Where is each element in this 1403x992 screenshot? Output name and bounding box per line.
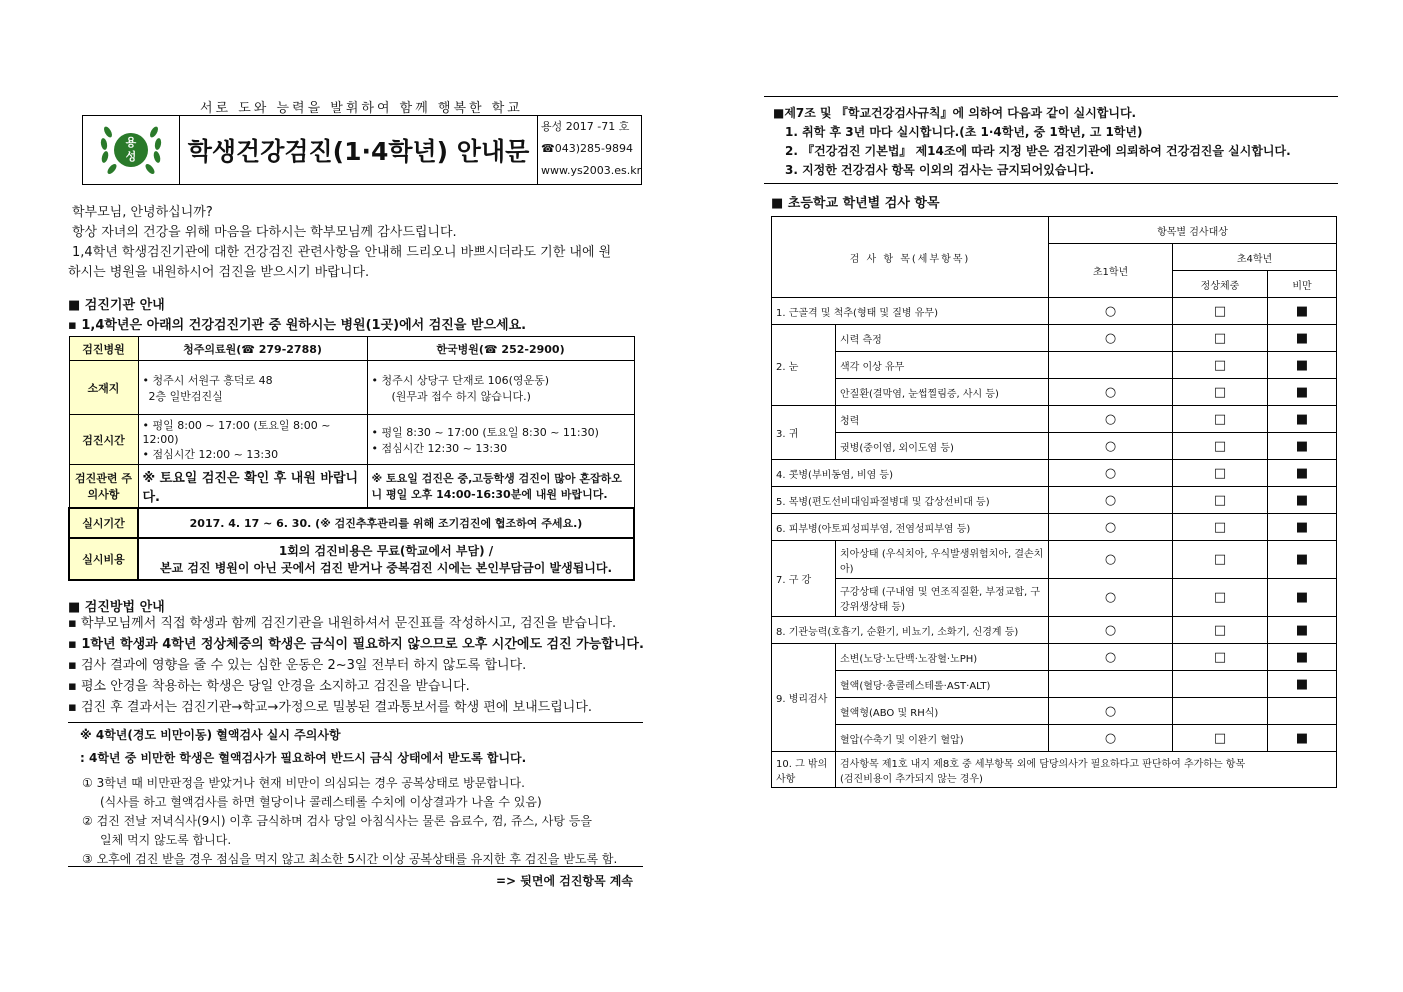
institution-bullet: ▪ 1,4학년은 아래의 건강검진기관 중 원하시는 병원(1곳)에서 검진을 받으세요. [68, 318, 527, 333]
intro-line: 항상 자녀의 건강을 위해 마음을 다하시는 학부모님께 감사드립니다. [72, 225, 457, 240]
law-line: 3. 지정한 건강검사 항목 이외의 검사는 금지되어있습니다. [785, 163, 1095, 177]
item-sub: 안질환(결막염, 눈썹찔림증, 사시 등) [836, 379, 1049, 406]
item-sub: 시력 측정 [836, 325, 1049, 352]
method-item: ▪ 학부모님께서 직접 학생과 함께 검진기관을 내원하셔서 문진표를 작성하시고, 검진을 받습니다. [68, 616, 617, 631]
address-2: • 청주시 상당구 단재로 106(영운동) (원무과 접수 하지 않습니다.) [367, 361, 634, 415]
note-subtitle: : 4학년 중 비만한 학생은 혈액검사가 필요하여 반드시 금식 상태에서 받도록 합니다. [80, 751, 527, 765]
note-line: (식사를 하고 혈액검사를 하면 혈당이나 콜레스테롤 수치에 이상결과가 나올 수 있음) [100, 795, 542, 809]
hours-1: • 평일 8:00 ~ 17:00 (토요일 8:00 ~ 12:00) • 점심시간 12:00 ~ 13:30 [138, 415, 367, 465]
svg-text:성: 성 [125, 150, 137, 163]
blood-test-note [68, 726, 643, 869]
header-grade4: 초4학년 [1173, 244, 1337, 271]
hours-2: • 평일 8:30 ~ 17:00 (토요일 8:30 ~ 11:30) • 점심시간 12:30 ~ 13:30 [367, 415, 634, 465]
hospital-1: 청주의료원(☎ 279-2788) [138, 337, 367, 361]
col-hospital: 검진병원 [69, 337, 138, 361]
item-sub: 혈액(혈당·총콜레스테롤·AST·ALT) [836, 671, 1049, 698]
law-section [773, 104, 1291, 180]
row-hours: 검진시간 [69, 415, 138, 465]
divider [764, 183, 1338, 184]
row-period: 실시기간 [69, 508, 138, 538]
exam-items-table: 검 사 항 목(세부항목) 항목별 검사대상 초1학년 초4학년 정상체중 비만 1. 근골격 및 척추(형태 및 질병 유무) ○ □ ■ 2. 눈 시력 측정 ○ □ ■ 색각 이상 유무 □ ■ 안질환(결막염, 눈썹찔림증, 사시 등) ○ □ ■ 3. 귀 청력 ○ □ ■ 귓병(중이염, 외이도염 등) ○ □ ■ 4. 콧병(부비동염, 비염 등) ○ □ ■ 5. 목병(편도선비대임파절병대 및 갑상선비대 등) ○ □ ■ 6. 피부병(아토피성피부염, 전염성피부염 등) ○ □ ■ 7. 구 강 치아상태 (우식치아, 우식발생위험치아, 결손치아) ○ □ ■ 구강상태 (구내염 및 연조직질환, 부정교합, 구강위생상태 등) ○ □ ■ 8. 기관능력(호흡기, 순환기, 비뇨기, 소화기, 신경계 등) ○ □ ■ 9. 병리검사 소변(노당·노단백·노잠혈·노PH) ○ □ ■ 혈액(혈당·총콜레스테롤·AST·ALT) ■ 혈액형(ABO 및 RH식) ○ 혈압(수축기 및 이완기 혈압) ○ □ ■ 10. 그 밖의 사항 검사항목 제1호 내지 제8호 중 세부항목 외에 담당의사가 필요하다고 판단하여 추가하는 항목 (검진비용이 추가되지 않는 경우) [771, 216, 1337, 788]
item-sub: 귓병(중이염, 외이도염 등) [836, 433, 1049, 460]
item-sub: 구강상태 (구내염 및 연조직질환, 부정교합, 구강위생상태 등) [836, 579, 1049, 617]
note-title: ※ 4학년(경도 비만이동) 혈액검사 실시 주의사항 [80, 728, 341, 742]
item-category: 9. 병리검사 [772, 644, 836, 752]
row-cost: 실시비용 [69, 538, 138, 580]
institution-table [68, 336, 635, 581]
row-caution: 검진관련 주의사항 [69, 465, 138, 509]
header-obese: 비만 [1268, 271, 1337, 298]
address-1: • 청주시 서원구 흥덕로 48 2층 일반검진실 [138, 361, 367, 415]
caution-2: ※ 토요일 검진은 중,고등학생 검진이 많아 혼잡하오니 평일 오후 14:00-16:30분에 내원 바랍니다. [367, 465, 634, 509]
intro-text [68, 203, 611, 283]
header-grade1: 초1학년 [1049, 244, 1173, 298]
item-category: 2. 눈 [772, 325, 836, 406]
item-sub: 색각 이상 유무 [836, 352, 1049, 379]
item-sub: 소변(노당·노단백·노잠혈·노PH) [836, 644, 1049, 671]
section-heading-method: ■ 검진방법 안내 [68, 600, 165, 615]
method-item: ▪ 평소 안경을 착용하는 학생은 당일 안경을 소지하고 검진을 받습니다. [68, 679, 470, 694]
intro-line: 1,4학년 학생검진기관에 대한 건강검진 관련사항을 안내해 드리오니 바쁘시더라도 기한 내에 원 [72, 245, 612, 260]
divider [764, 96, 1338, 97]
caution-1: ※ 토요일 검진은 확인 후 내원 바랍니다. [138, 465, 367, 509]
divider [68, 722, 643, 723]
header-target: 항목별 검사대상 [1049, 217, 1337, 244]
row-address: 소재지 [69, 361, 138, 415]
doc-number: 용성 2017 -71 호 [541, 120, 630, 133]
document-info [538, 116, 641, 184]
item-other: 검사항목 제1호 내지 제8호 중 세부항목 외에 담당의사가 필요하다고 판단하여 추가하는 항목 (검진비용이 추가되지 않는 경우) [836, 752, 1337, 788]
period-value: 2017. 4. 17 ~ 6. 30. (※ 검진추후관리를 위해 조기검진에 협조하여 주세요.) [138, 508, 634, 538]
item-category: 4. 콧병(부비동염, 비염 등) [772, 460, 1049, 487]
note-line: ① 3학년 때 비만판정을 받았거나 현재 비만이 의심되는 경우 공복상태로 방문합니다. [82, 776, 525, 790]
item-sub: 혈액형(ABO 및 RH식) [836, 698, 1049, 725]
continue-note: => 뒷면에 검진항목 계속 [496, 874, 633, 888]
item-sub: 청력 [836, 406, 1049, 433]
note-line: ③ 오후에 검진 받을 경우 점심을 먹지 않고 최소한 5시간 이상 공복상태를 유지한 후 검진을 받도록 함. [82, 852, 618, 866]
header-normal-weight: 정상체중 [1173, 271, 1268, 298]
item-category: 10. 그 밖의 사항 [772, 752, 836, 788]
item-category: 5. 목병(편도선비대임파절병대 및 갑상선비대 등) [772, 487, 1049, 514]
document-header [82, 115, 642, 185]
section-heading-institution: ■ 검진기관 안내 [68, 298, 165, 313]
item-category: 1. 근골격 및 척추(형태 및 질병 유무) [772, 298, 1049, 325]
item-category: 8. 기관능력(호흡기, 순환기, 비뇨기, 소화기, 신경계 등) [772, 617, 1049, 644]
method-item: ▪ 검사 결과에 영향을 줄 수 있는 심한 운동은 2~3일 전부터 하지 않도록 합니다. [68, 658, 527, 673]
website: www.ys2003.es.kr [541, 164, 642, 177]
cost-value: 1회의 검진비용은 무료(학교에서 부담) / 본교 검진 병원이 아닌 곳에서 검진 받거나 중복검진 시에는 본인부담금이 발생됩니다. [138, 538, 634, 580]
item-category: 6. 피부병(아토피성피부염, 전염성피부염 등) [772, 514, 1049, 541]
item-category: 3. 귀 [772, 406, 836, 460]
note-line: ② 검진 전날 저녁식사(9시) 이후 금식하며 검사 당일 아침식사는 물론 음료수, 껌, 쥬스, 사탕 등을 [82, 814, 592, 828]
item-sub: 치아상태 (우식치아, 우식발생위험치아, 결손치아) [836, 541, 1049, 579]
phone-number: ☎043)285-9894 [541, 142, 633, 155]
method-item: ▪ 1학년 학생과 4학년 정상체중의 학생은 금식이 필요하지 않으므로 오후 시간에도 검진 가능합니다. [68, 637, 644, 652]
header-item: 검 사 항 목(세부항목) [772, 217, 1049, 298]
laurel-logo-icon [96, 118, 166, 182]
law-line: 2. 『건강검진 기본법』 제14조에 따라 지정 받은 검진기관에 의뢰하여 건강검진을 실시합니다. [785, 144, 1291, 158]
document-title: 학생건강검진(1·4학년) 안내문 [180, 116, 538, 184]
section-heading-items: ■ 초등학교 학년별 검사 항목 [771, 196, 940, 211]
law-line: 1. 취학 후 3년 마다 실시합니다.(초 1·4학년, 중 1학년, 고 1학년) [785, 125, 1143, 139]
method-item: ▪ 검진 후 결과서는 검진기관→학교→가정으로 밀봉된 결과통보서를 학생 편에 보내드립니다. [68, 700, 593, 715]
intro-line: 학부모님, 안녕하십니까? [72, 205, 213, 220]
item-category: 7. 구 강 [772, 541, 836, 617]
divider [68, 866, 643, 867]
school-motto: 서로 도와 능력을 발휘하여 함께 행복한 학교 [200, 101, 523, 116]
intro-line: 하시는 병원을 내원하시어 검진을 받으시기 바랍니다. [68, 265, 370, 280]
law-line: ■제7조 및 『학교건강검사규칙』에 의하여 다음과 같이 실시합니다. [773, 106, 1137, 120]
item-sub: 혈압(수축기 및 이완기 혈압) [836, 725, 1049, 752]
school-logo [83, 116, 180, 184]
note-line: 일체 먹지 않도록 합니다. [100, 833, 232, 847]
method-list [68, 613, 644, 718]
hospital-2: 한국병원(☎ 252-2900) [367, 337, 634, 361]
svg-text:용: 용 [125, 136, 137, 149]
